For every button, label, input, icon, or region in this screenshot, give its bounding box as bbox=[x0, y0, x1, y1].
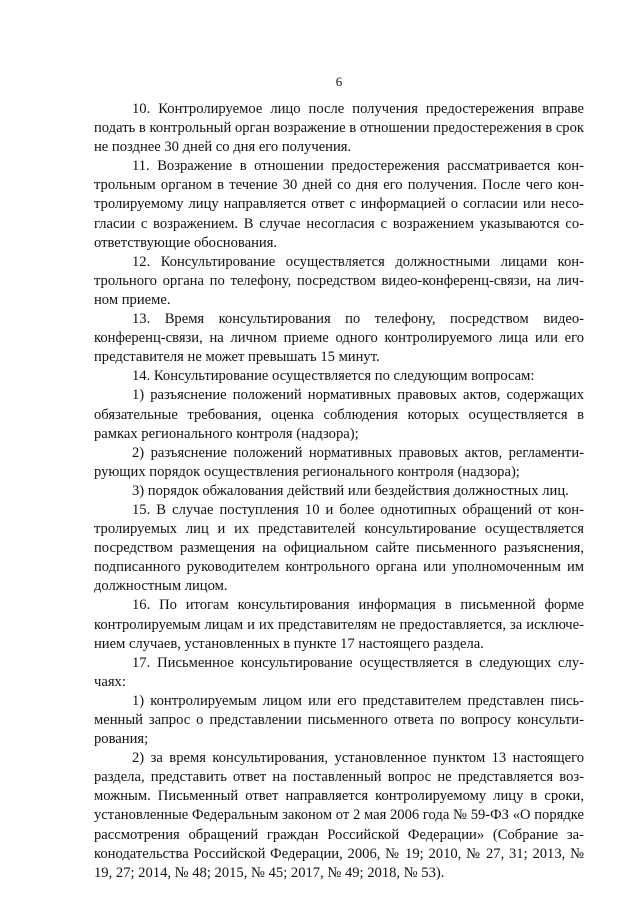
paragraph-15: 15. В случае поступления 10 и более однотипных обращений от контролируемых лиц и их представителей консультирование осуществляется посредством размещения на официальном сайте письменного разъяснения, подписанного руководителем контрольного органа или уполномоченным им должностным лицом. bbox=[94, 501, 584, 595]
paragraph-17: 17. Письменное консультирование осуществляется в следующих случаях: bbox=[94, 654, 584, 690]
paragraph-14-item-3: 3) порядок обжалования действий или бездействия должностных лиц. bbox=[132, 482, 569, 499]
paragraph-14: 14. Консультирование осуществляется по следующим вопросам: bbox=[132, 368, 535, 385]
paragraph-11: 11. Возражение в отношении предостережения рассматривается контрольным органом в течение 30 дней со дня его получения. После чего контролируемому лицу направляется ответ с информацией о согласии или несогласии с возражением. В случае несогласия с возражением указываются соответствующие обоснования. bbox=[94, 158, 584, 251]
paragraph-17-item-1: 1) контролируемым лицом или его представителем представлен письменный запрос о представлении письменного ответа по вопросу консультирования; bbox=[94, 692, 584, 748]
document-page bbox=[94, 72, 584, 883]
paragraph-13: 13. Время консультирования по телефону, посредством видео-конференц-связи, на личном приеме одного контролируемого лица или его представителя не может превышать 15 минут. bbox=[94, 311, 584, 366]
paragraph-14-item-2: 2) разъяснение положений нормативных правовых актов, регламентирующих порядок осуществления регионального контроля (надзора); bbox=[94, 444, 584, 480]
paragraph-10: 10. Контролируемое лицо после получения предостережения вправе подать в контрольный орган возражение в отношении предостережения в срок не позднее 30 дней со дня его получения. bbox=[94, 101, 584, 156]
paragraph-12: 12. Консультирование осуществляется должностными лицами контрольного органа по телефону, посредством видео-конференц-связи, на личном приеме. bbox=[94, 253, 584, 308]
page-number: 6 bbox=[335, 74, 343, 89]
paragraph-16: 16. По итогам консультирования информация в письменной форме контролируемым лицам и их представителям не предоставляется, за исключением случаев, установленных в пункте 17 настоящего раздела. bbox=[94, 597, 584, 652]
paragraph-17-item-2: 2) за время консультирования, установленное пунктом 13 настоящего раздела, представить ответ на поставленный вопрос не представляется возможным. Письменный ответ направляется контролируемому лицу в сроки, установленные Федеральным законом от 2 мая 2006 года № 59-ФЗ «О порядке рассмотрения обращений граждан Российской Федерации» (Собрание законодательства Российской Федерации, 2006, № 19; 2010, № 27, 31; 2013, № 19, 27; 2014, № 48; 2015, № 45; 2017, № 49; 2018, № 53). bbox=[94, 750, 584, 881]
paragraph-14-item-1: 1) разъяснение положений нормативных правовых актов, содержащих обязательные требования, оценка соблюдения которых осуществляется в рамках регионального контроля (надзора); bbox=[94, 387, 584, 442]
